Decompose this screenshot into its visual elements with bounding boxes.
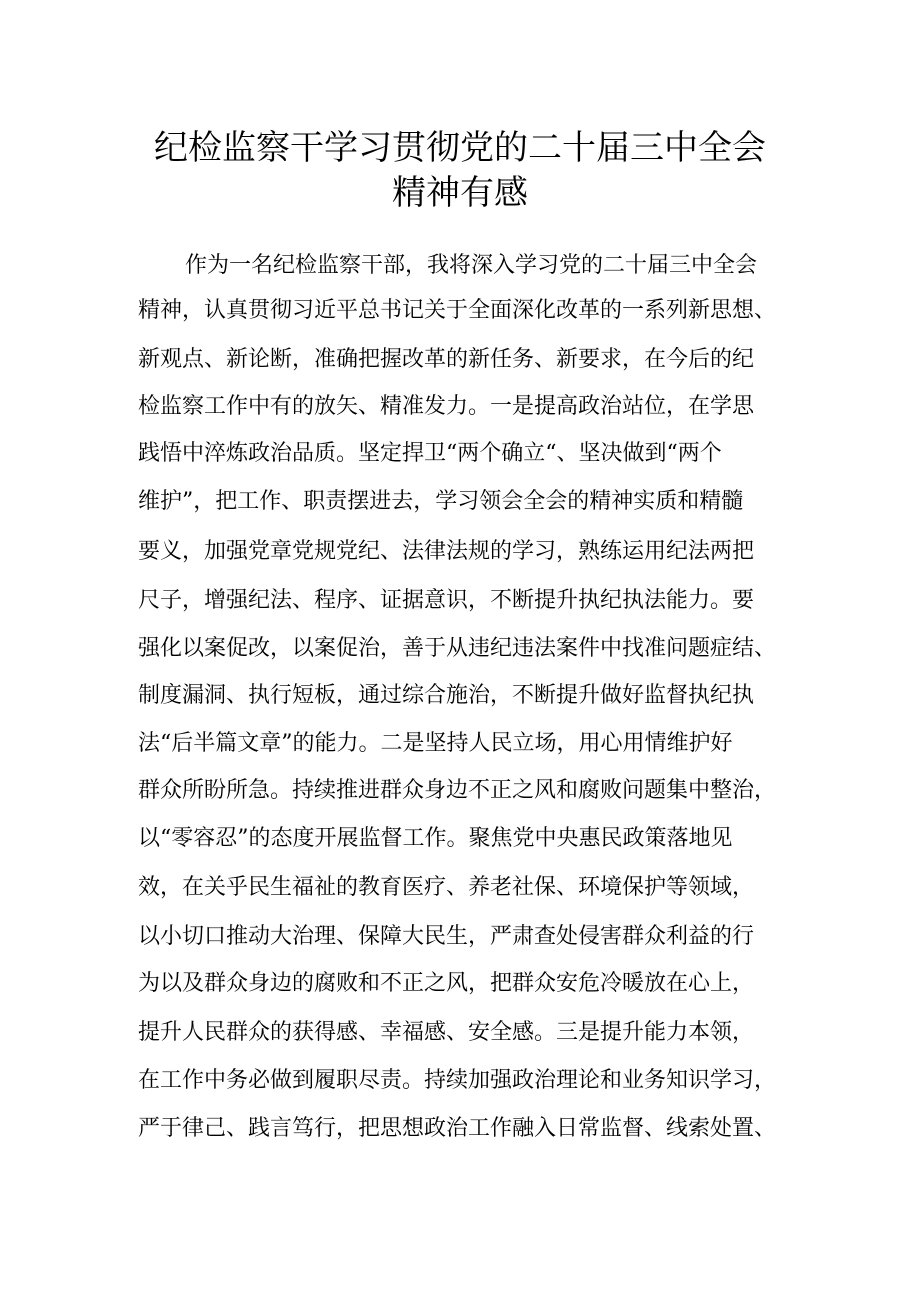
paragraph-line: 效，在关乎民生福祉的教育医疗、养老社保、环境保护等领域，: [138, 875, 755, 900]
paragraph-line: 尺子，增强纪法、程序、证据意识，不断提升执纪执法能力。要: [138, 588, 755, 613]
paragraph-line: 新观点、新论断，准确把握改革的新任务、新要求，在今后的纪: [138, 347, 755, 372]
document-title-line-2: 精神有感: [392, 173, 528, 213]
paragraph-line: 践悟中淬炼政治品质。坚定捍卫“两个确立“、坚决做到“两个: [138, 441, 722, 466]
paragraph-line: 精神，认真贯彻习近平总书记关于全面深化改革的一系列新思想、: [138, 298, 777, 323]
paragraph-line: 以小切口推动大治理、保障大民生，严肃查处侵害群众利益的行: [138, 924, 755, 949]
paragraph-line: 以“零容忍”的态度开展监督工作。聚焦党中央惠民政策落地见: [138, 826, 733, 851]
paragraph-line: 严于律己、践言笃行，把思想政治工作融入日常监督、线索处置、: [138, 1116, 777, 1141]
paragraph-line: 提升人民群众的获得感、幸福感、安全感。三是提升能力本领，: [138, 1020, 755, 1045]
paragraph-line: 强化以案促改，以案促治，善于从违纪违法案件中找准问题症结、: [138, 636, 777, 661]
paragraph-line: 作为一名纪检监察干部，我将深入学习党的二十届三中全会: [185, 253, 758, 278]
paragraph-line: 检监察工作中有的放矢、精准发力。一是提高政治站位，在学思: [138, 394, 755, 419]
paragraph-line: 为以及群众身边的腐败和不正之风，把群众安危冷暖放在心上，: [138, 971, 755, 996]
document-title-line-1: 纪检监察干学习贯彻党的二十届三中全会: [154, 128, 766, 168]
paragraph-line: 制度漏洞、执行短板，通过综合施治，不断提升做好监督执纪执: [138, 683, 755, 708]
paragraph-line: 要义，加强党章党规党纪、法律法规的学习，熟练运用纪法两把: [138, 539, 755, 564]
paragraph-line: 群众所盼所急。持续推进群众身边不正之风和腐败问题集中整治，: [138, 778, 777, 803]
paragraph-line: 法“后半篇文章”的能力。二是坚持人民立场，用心用情维护好: [138, 731, 733, 756]
paragraph-line: 维护”，把工作、职责摆进去，学习领会全会的精神实质和精髓: [138, 489, 744, 514]
paragraph-line: 在工作中务必做到履职尽责。持续加强政治理论和业务知识学习，: [138, 1068, 777, 1093]
